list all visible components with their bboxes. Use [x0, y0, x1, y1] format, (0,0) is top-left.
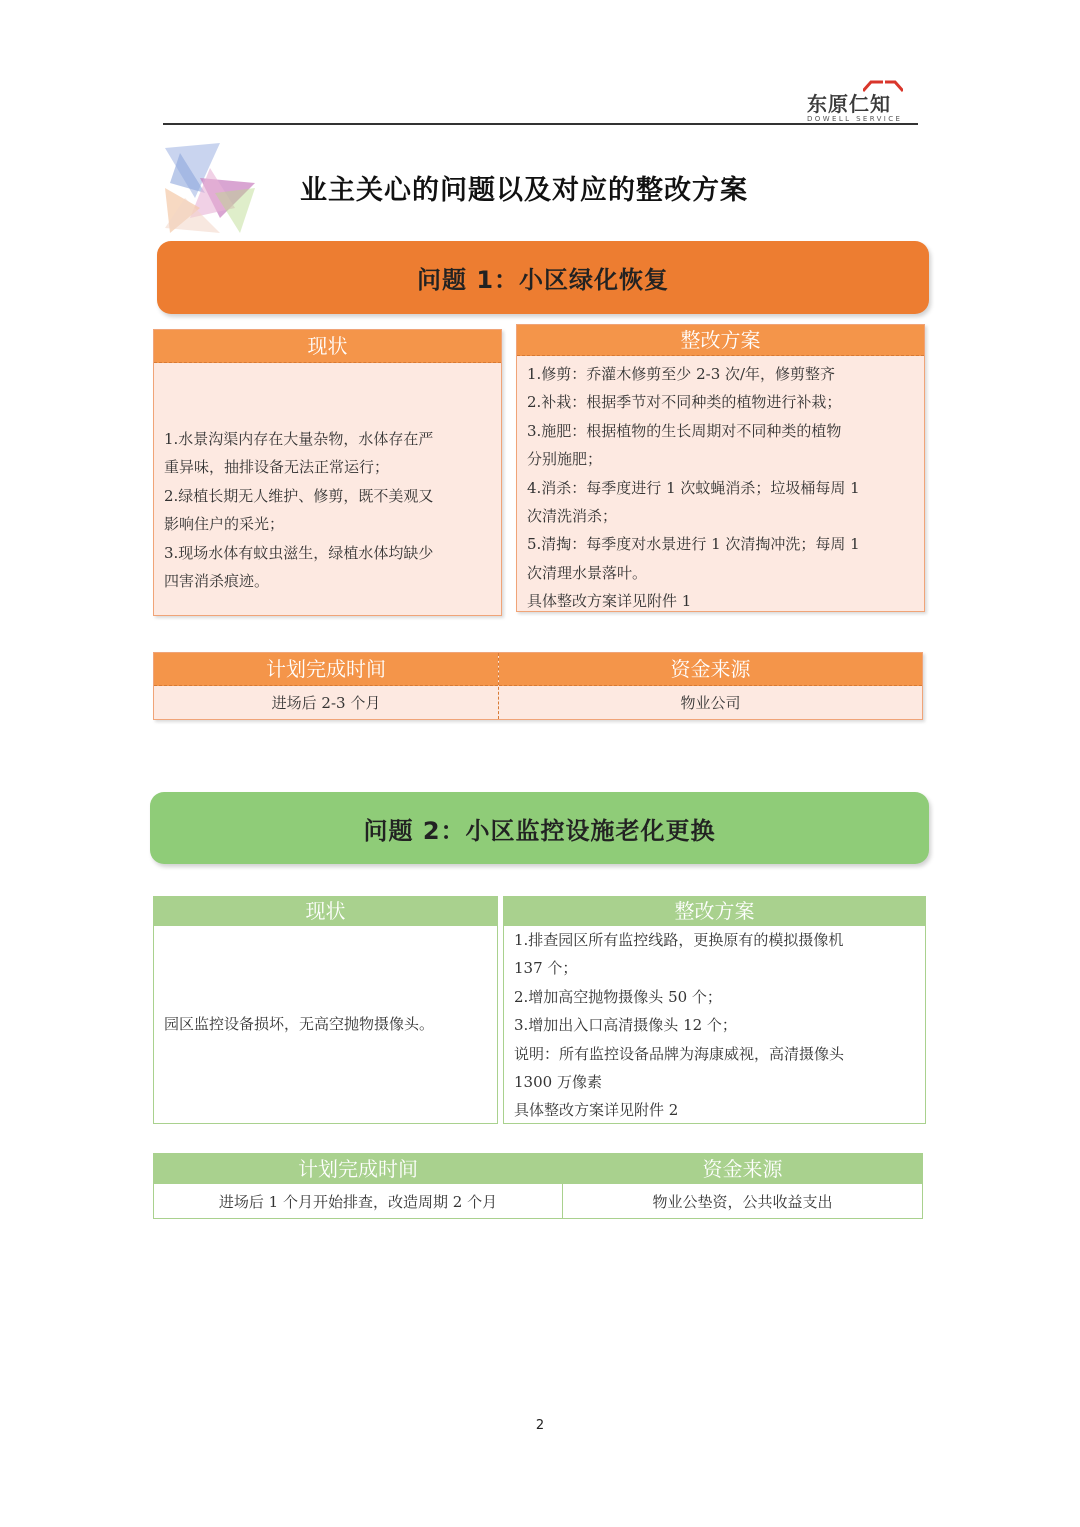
text-line: 园区监控设备损坏，无高空抛物摄像头。: [164, 1015, 435, 1034]
text-line: 3.增加出入口高清摄像头 12 个；: [514, 1016, 737, 1035]
issue-2-fund-cell: [563, 1154, 922, 1218]
text-line: 1.修剪：乔灌木修剪至少 2-3 次/年，修剪整齐: [527, 365, 836, 383]
issue-2-schedule-table: [153, 1153, 923, 1219]
text-line: 2.增加高空抛物摄像头 50 个；: [514, 987, 722, 1006]
company-logo: [807, 78, 917, 126]
issue-1-fund-header: 资金来源: [499, 653, 922, 686]
issue-2-current-box: [153, 896, 498, 1124]
text-line: 具体整改方案详见附件 2: [514, 1101, 679, 1120]
text-line: 分别施肥；: [527, 450, 603, 469]
text-line: 2.补栽：根据季节对不同种类的植物进行补栽；: [527, 393, 842, 412]
page-title: 业主关心的问题以及对应的整改方案: [300, 175, 748, 206]
text-line: 说明：所有监控设备品牌为海康威视，高清摄像头: [514, 1044, 845, 1063]
issue-2-fund-header: 资金来源: [563, 1154, 922, 1184]
text-line: 3.现场水体有蚊虫滋生，绿植水体均缺少: [164, 543, 434, 562]
text-line: 4.消杀：每季度进行 1 次蚊蝇消杀；垃圾桶每周 1: [527, 478, 860, 497]
logo-text: 东原仁知: [807, 92, 891, 116]
header-rule: [163, 123, 918, 125]
issue-1-plan-box: [516, 324, 925, 612]
text-line: 影响住户的采光；: [164, 515, 285, 534]
text-line: 1300 万像素: [514, 1073, 602, 1092]
issue-1-time-value: 进场后 2-3 个月: [271, 694, 381, 712]
issue-2-fund-value: 物业公垫资，公共收益支出: [652, 1192, 833, 1211]
issue-1-current-box: [153, 329, 502, 616]
issue-2-plan-box: [503, 896, 926, 1124]
issue-1-plan-text: [517, 356, 924, 616]
issue-2-time-cell: [154, 1154, 563, 1218]
issue-2-time-header: 计划完成时间: [154, 1154, 562, 1184]
issue-2-current-text: [154, 926, 497, 1123]
issue-1-current-text: [154, 363, 501, 595]
text-line: 3.施肥：根据植物的生长周期对不同种类的植物: [527, 421, 842, 440]
text-line: 次清理水景落叶。: [527, 563, 648, 582]
text-line: 5.清掏：每季度对水景进行 1 次清掏冲洗；每周 1: [527, 535, 860, 554]
issue-1-schedule-table: [153, 652, 923, 720]
issue-2-current-header: 现状: [154, 897, 497, 926]
issue-1-fund-cell: [499, 653, 922, 719]
issue-2-banner: 问题 2：小区监控设施老化更换: [150, 792, 929, 864]
issue-1-banner: 问题 1：小区绿化恢复: [157, 241, 929, 314]
issue-1-time-cell: [154, 653, 499, 719]
text-line: 重异味，抽排设备无法正常运行；: [164, 458, 390, 477]
issue-2-plan-text: [504, 926, 925, 1125]
logo-subtitle: DOWELL SERVICE: [807, 115, 903, 123]
text-line: 2.绿植长期无人维护、修剪，既不美观又: [164, 486, 434, 505]
text-line: 四害消杀痕迹。: [164, 572, 270, 591]
issue-2-time-value: 进场后 1 个月开始排查，改造周期 2 个月: [218, 1192, 498, 1211]
issue-1-plan-header: 整改方案: [517, 325, 924, 356]
decorative-triangles-icon: [160, 138, 260, 238]
page-number: 2: [535, 1418, 545, 1433]
issue-1-fund-value: 物业公司: [680, 694, 741, 712]
text-line: 具体整改方案详见附件 1: [527, 592, 692, 611]
text-line: 次清洗消杀；: [527, 507, 618, 526]
text-line: 1.水景沟渠内存在大量杂物，水体存在严: [164, 430, 434, 448]
text-line: 1.排查园区所有监控线路，更换原有的模拟摄像机: [514, 931, 844, 949]
issue-1-current-header: 现状: [154, 330, 501, 363]
issue-1-time-header: 计划完成时间: [154, 653, 498, 686]
text-line: 137 个；: [514, 959, 578, 978]
issue-2-plan-header: 整改方案: [504, 897, 925, 926]
